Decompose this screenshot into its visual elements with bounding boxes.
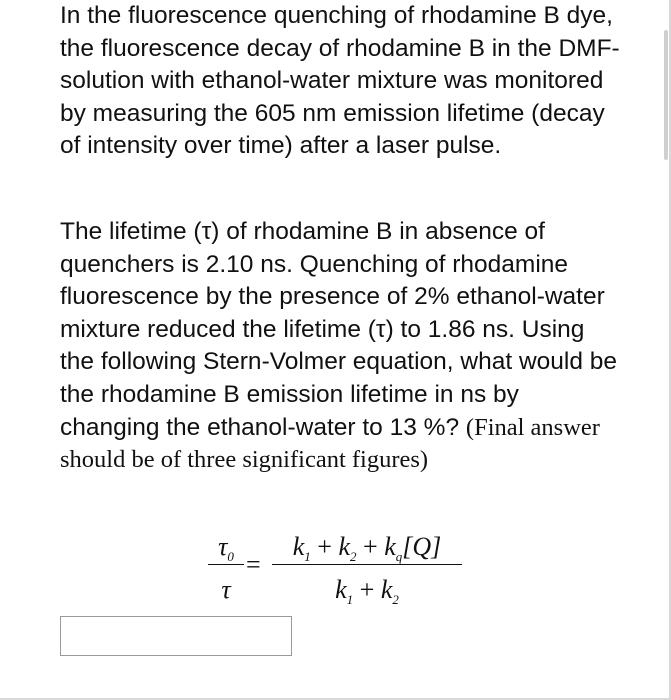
question-paragraph-2-note: (Final answer should be of three significant figures) [60,413,600,474]
equation-equals-sign: = [246,550,261,579]
equation-lhs-denominator: τ [221,575,231,604]
equation-rhs-numerator: $k_1 + k_2 + k_q[Q]$ [292,532,442,565]
scrollbar[interactable] [664,30,668,160]
equation-rhs-fraction [272,530,462,607]
answer-input[interactable] [60,616,292,656]
equation-lhs-fraction-bar [208,564,244,565]
question-paragraph-2 [60,216,620,477]
equation-rhs-fraction-bar [272,564,462,565]
equation-rhs-denominator: $k_1 + k_2$ [335,575,399,608]
question-paragraph-1: In the fluorescence quenching of rhodamine B dye, the fluorescence decay of rhodamine B in the DMF-solution with ethanol-water mixture was monitored by measuring the 605 nm emission lifetime (decay of intensity over time) after a laser pulse. [60,2,620,160]
stern-volmer-equation [200,530,500,620]
equation-lhs-numerator: $\tau_0$ [218,532,234,565]
equation-lhs-fraction [208,530,244,607]
question-paragraph-2-main: The lifetime (τ) of rhodamine B in absence of quenchers is 2.10 ns. Quenching of rhodamine fluorescence by the presence of 2% ethanol-water mixture reduced the lifetime (τ) to 1.86 ns. Using the following Stern-Volmer equation, what would be the rhodamine B emission lifetime in ns by changing the ethanol-water to 13 %? [60,218,618,441]
